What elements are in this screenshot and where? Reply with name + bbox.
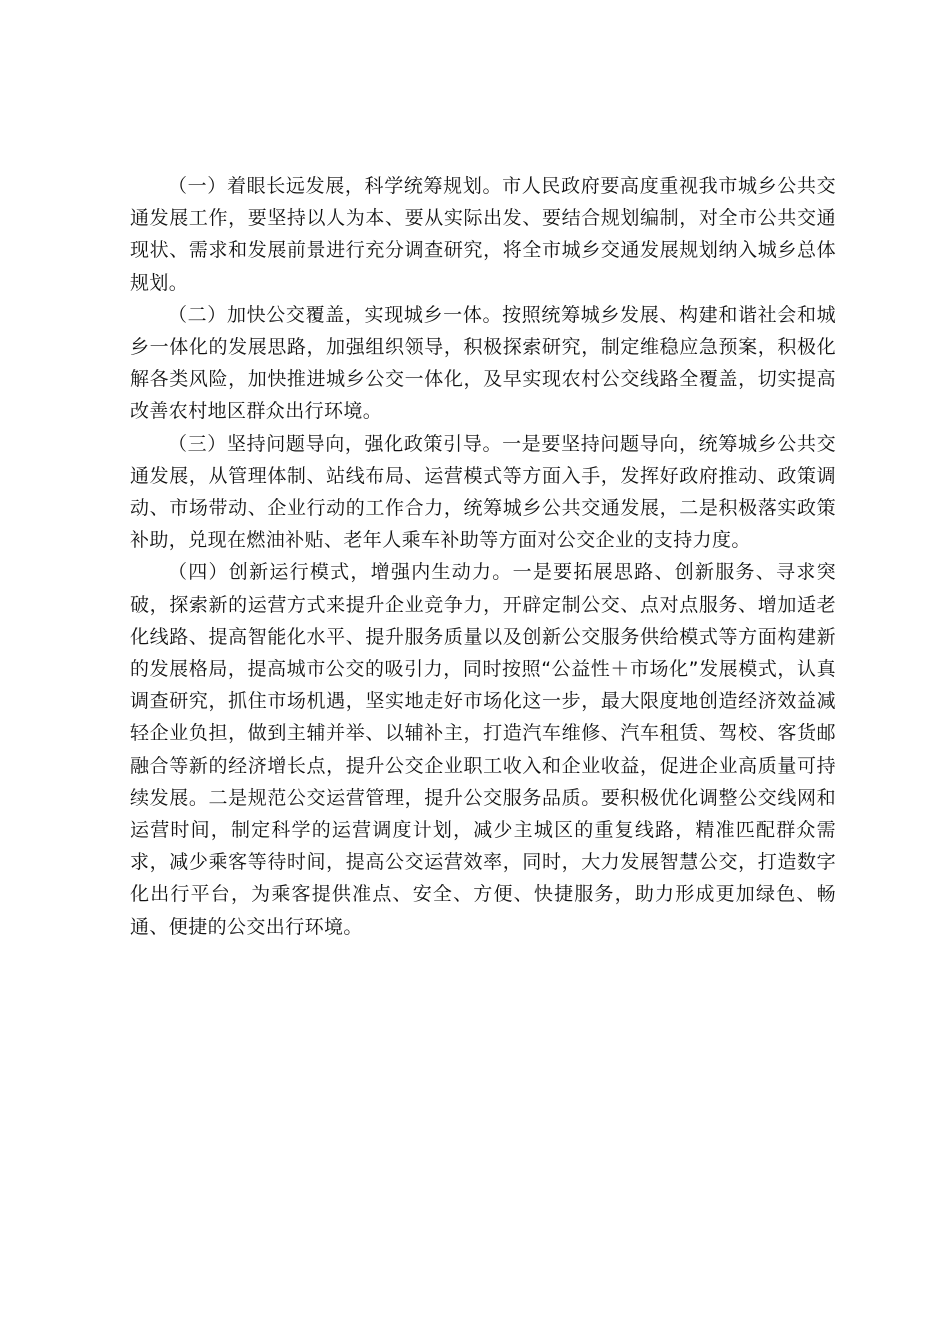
document-body [130,170,836,943]
paragraph-4: （四）创新运行模式，增强内生动力。一是要拓展思路、创新服务、寻求突破，探索新的运营方式来提升企业竞争力，开辟定制公交、点对点服务、增加适老化线路、提高智能化水平、提升服务质量以及创新公交服务供给模式等方面构建新的发展格局，提高城市公交的吸引力，同时按照“公益性＋市场化”发展模式，认真调查研究，抓住市场机遇，坚实地走好市场化这一步，最大限度地创造经济效益减轻企业负担，做到主辅并举、以辅补主，打造汽车维修、汽车租赁、驾校、客货邮融合等新的经济增长点，提升公交企业职工收入和企业收益，促进企业高质量可持续发展。二是规范公交运营管理，提升公交服务品质。要积极优化调整公交线网和运营时间，制定科学的运营调度计划，减少主城区的重复线路，精准匹配群众需求，减少乘客等待时间，提高公交运营效率，同时，大力发展智慧公交，打造数字化出行平台，为乘客提供准点、安全、方便、快捷服务，助力形成更加绿色、畅通、便捷的公交出行环境。 [130,561,836,938]
paragraph-1: （一）着眼长远发展，科学统筹规划。市人民政府要高度重视我市城乡公共交通发展工作，要坚持以人为本、要从实际出发、要结合规划编制，对全市公共交通现状、需求和发展前景进行充分调查研究，将全市城乡交通发展规划纳入城乡总体规划。 [130,175,836,294]
paragraph-3: （三）坚持问题导向，强化政策引导。一是要坚持问题导向，统筹城乡公共交通发展，从管理体制、站线布局、运营模式等方面入手，发挥好政府推动、政策调动、市场带动、企业行动的工作合力，统筹城乡公共交通发展，二是积极落实政策补助，兑现在燃油补贴、老年人乘车补助等方面对公交企业的支持力度。 [130,432,836,552]
paragraph-2: （二）加快公交覆盖，实现城乡一体。按照统筹城乡发展、构建和谐社会和城乡一体化的发展思路，加强组织领导，积极探索研究，制定维稳应急预案，积极化解各类风险，加快推进城乡公交一体化，及早实现农村公交线路全覆盖，切实提高改善农村地区群众出行环境。 [130,303,836,423]
